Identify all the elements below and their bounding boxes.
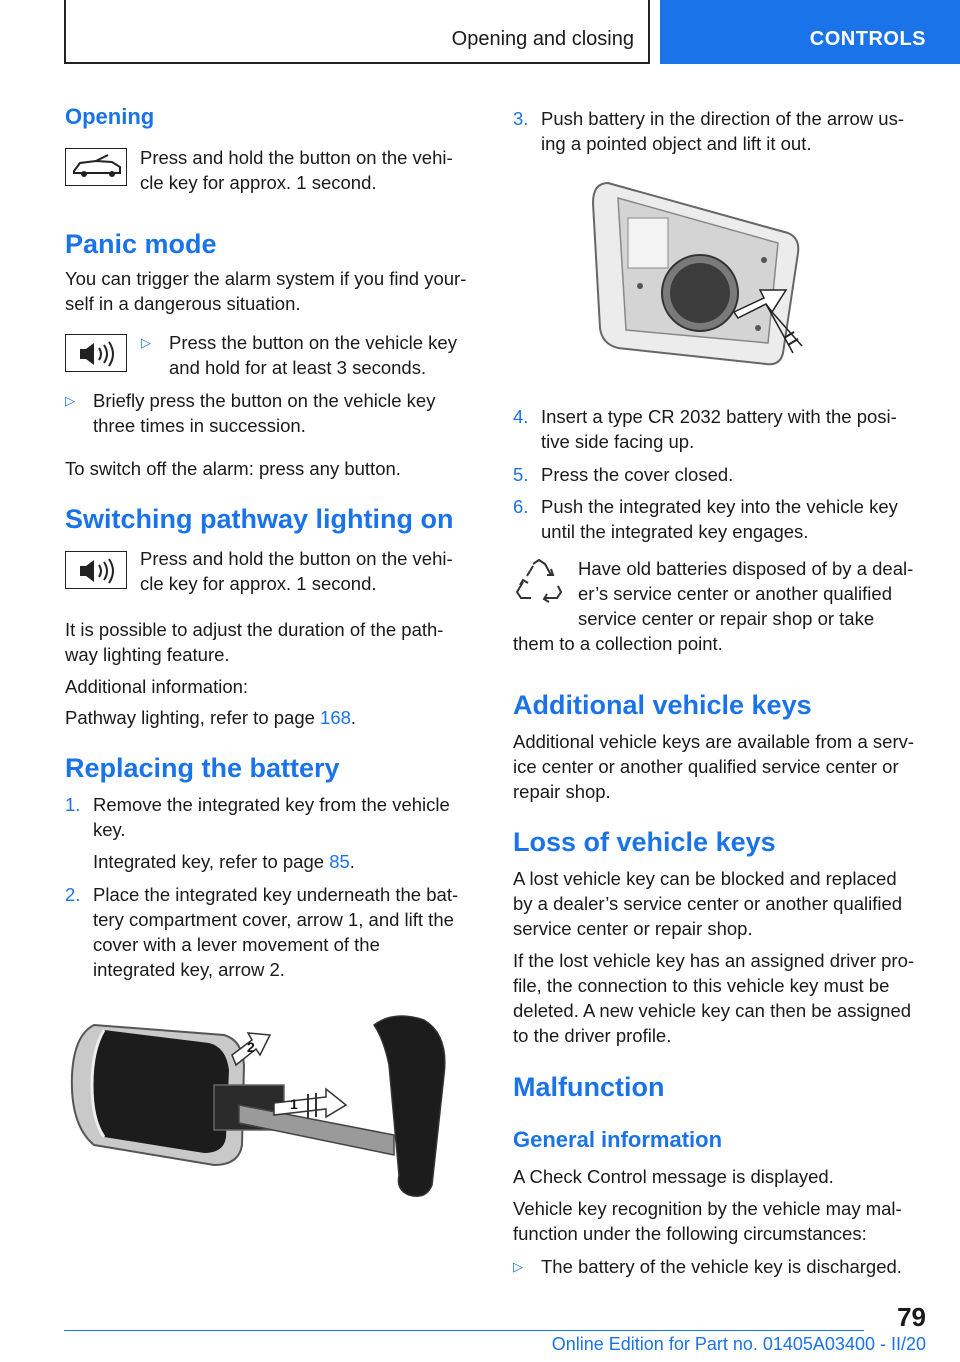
figure-arrow-2-label: 2 — [247, 1039, 255, 1055]
pathway-ref-end: . — [350, 707, 357, 728]
step5-line1: Press the cover closed. — [541, 464, 734, 485]
panic-bullet1-line2: and hold for at least 3 seconds. — [169, 357, 427, 378]
loss-p1-line1: A lost vehicle key can be blocked and replaced — [513, 868, 897, 889]
step1-line2: key. — [93, 819, 126, 840]
speaker-icon — [65, 334, 127, 372]
bullet-arrow-icon: ▷ — [141, 335, 151, 350]
pathway-ref-text: Pathway lighting, refer to page — [65, 707, 321, 728]
loss-p1-line3: service center or repair shop. — [513, 918, 753, 939]
malfunction-line3: function under the following circumstances: — [513, 1223, 867, 1244]
loss-p2-line4: to the driver profile. — [513, 1025, 672, 1046]
panic-mode-heading: Panic mode — [65, 229, 217, 259]
step6-line2: until the integrated key engages. — [541, 521, 809, 542]
step3-line1: Push battery in the direction of the arrow us‐ — [541, 108, 904, 129]
loss-p2-line3: deleted. A new vehicle key can then be assigned — [513, 1000, 912, 1021]
step-number: 6. — [513, 496, 529, 517]
battery-removal-illustration — [588, 178, 813, 373]
loss-p2-line2: file, the connection to this vehicle key must be — [513, 975, 890, 996]
panic-text-line1: You can trigger the alarm system if you find your‐ — [65, 268, 467, 289]
loss-of-keys-heading: Loss of vehicle keys — [513, 827, 776, 857]
pathway-adjust-line2: way lighting feature. — [65, 644, 230, 665]
header-chapter-label: CONTROLS — [809, 28, 926, 50]
additional-keys-line1: Additional vehicle keys are available from a serv‐ — [513, 731, 915, 752]
header-section-title: Opening and closing — [451, 28, 634, 50]
malfunction-bullet1: The battery of the vehicle key is discharged. — [541, 1256, 902, 1277]
step-number: 1. — [65, 794, 81, 815]
step2-line1: Place the integrated key underneath the bat‐ — [93, 884, 459, 905]
pathway-adjust-line1: It is possible to adjust the duration of the path‐ — [65, 619, 444, 640]
additional-keys-line2: ice center or another qualified service center or — [513, 756, 899, 777]
malfunction-line2: Vehicle key recognition by the vehicle may mal‐ — [513, 1198, 902, 1219]
pathway-reference — [65, 705, 356, 730]
step3-line2: ing a pointed object and lift it out. — [541, 133, 812, 154]
bullet-arrow-icon: ▷ — [65, 393, 75, 408]
panic-bullet2-line2: three times in succession. — [93, 415, 306, 436]
step-number: 2. — [65, 884, 81, 905]
recycle-text-line2: er’s service center or another qualified — [578, 583, 892, 604]
key-removal-illustration — [64, 1005, 464, 1205]
integrated-key-page-link[interactable]: 85 — [329, 851, 350, 872]
footer-edition-text: Online Edition for Part no. 01405A03400 - II/20 — [551, 1334, 926, 1354]
replacing-battery-heading: Replacing the battery — [65, 753, 340, 783]
step6-line1: Push the integrated key into the vehicle key — [541, 496, 898, 517]
step-number: 4. — [513, 406, 529, 427]
panic-bullet1-line1: Press the button on the vehicle key — [169, 332, 457, 353]
opening-text-line1: Press and hold the button on the vehi‐ — [140, 147, 453, 168]
recycle-text-line3: service center or repair shop or take — [578, 608, 875, 629]
additional-keys-heading: Additional vehicle keys — [513, 690, 812, 720]
bullet-arrow-icon: ▷ — [513, 1259, 523, 1274]
car-tailgate-icon — [65, 148, 127, 186]
opening-heading: Opening — [65, 104, 155, 129]
step1-line1: Remove the integrated key from the vehicle — [93, 794, 450, 815]
step-number: 3. — [513, 108, 529, 129]
panic-switch-off-text: To switch off the alarm: press any button. — [65, 458, 401, 479]
loss-p2-line1: If the lost vehicle key has an assigned driver pro‐ — [513, 950, 915, 971]
step1-ref-text: Integrated key, refer to page — [93, 851, 330, 872]
panic-text-line2: self in a dangerous situation. — [65, 293, 301, 314]
recycle-text-line4: them to a collection point. — [513, 633, 723, 654]
additional-keys-line3: repair shop. — [513, 781, 611, 802]
pathway-text-line2: cle key for approx. 1 second. — [140, 573, 377, 594]
pathway-text-line1: Press and hold the button on the vehi‐ — [140, 548, 453, 569]
malfunction-line1: A Check Control message is displayed. — [513, 1166, 834, 1187]
header-chapter-tab — [660, 0, 960, 64]
panic-bullet2-line1: Briefly press the button on the vehicle key — [93, 390, 436, 411]
pathway-additional-label: Additional information: — [65, 676, 249, 697]
malfunction-heading: Malfunction — [513, 1072, 665, 1102]
step4-line1: Insert a type CR 2032 battery with the posi‐ — [541, 406, 897, 427]
figure-arrow-1-label: 1 — [290, 1096, 298, 1112]
step2-line4: integrated key, arrow 2. — [93, 959, 285, 980]
pathway-page-link[interactable]: 168 — [320, 707, 351, 728]
general-information-subheading: General information — [513, 1127, 723, 1152]
loss-p1-line2: by a dealer’s service center or another qualified — [513, 893, 903, 914]
step1-reference — [93, 849, 355, 874]
recycle-text-line1: Have old batteries disposed of by a deal‐ — [578, 558, 914, 579]
recycle-icon — [513, 558, 565, 613]
step1-ref-end: . — [349, 851, 355, 872]
step2-line3: cover with a lever movement of the — [93, 934, 380, 955]
step-number: 5. — [513, 464, 529, 485]
footer-divider — [64, 1330, 864, 1331]
opening-text-line2: cle key for approx. 1 second. — [140, 172, 377, 193]
step2-line2: tery compartment cover, arrow 1, and lift the — [93, 909, 454, 930]
page-number: 79 — [897, 1302, 926, 1332]
step4-line2: tive side facing up. — [541, 431, 695, 452]
header-frame — [64, 0, 650, 64]
speaker-icon — [65, 551, 127, 589]
pathway-lighting-heading: Switching pathway lighting on — [65, 504, 454, 534]
